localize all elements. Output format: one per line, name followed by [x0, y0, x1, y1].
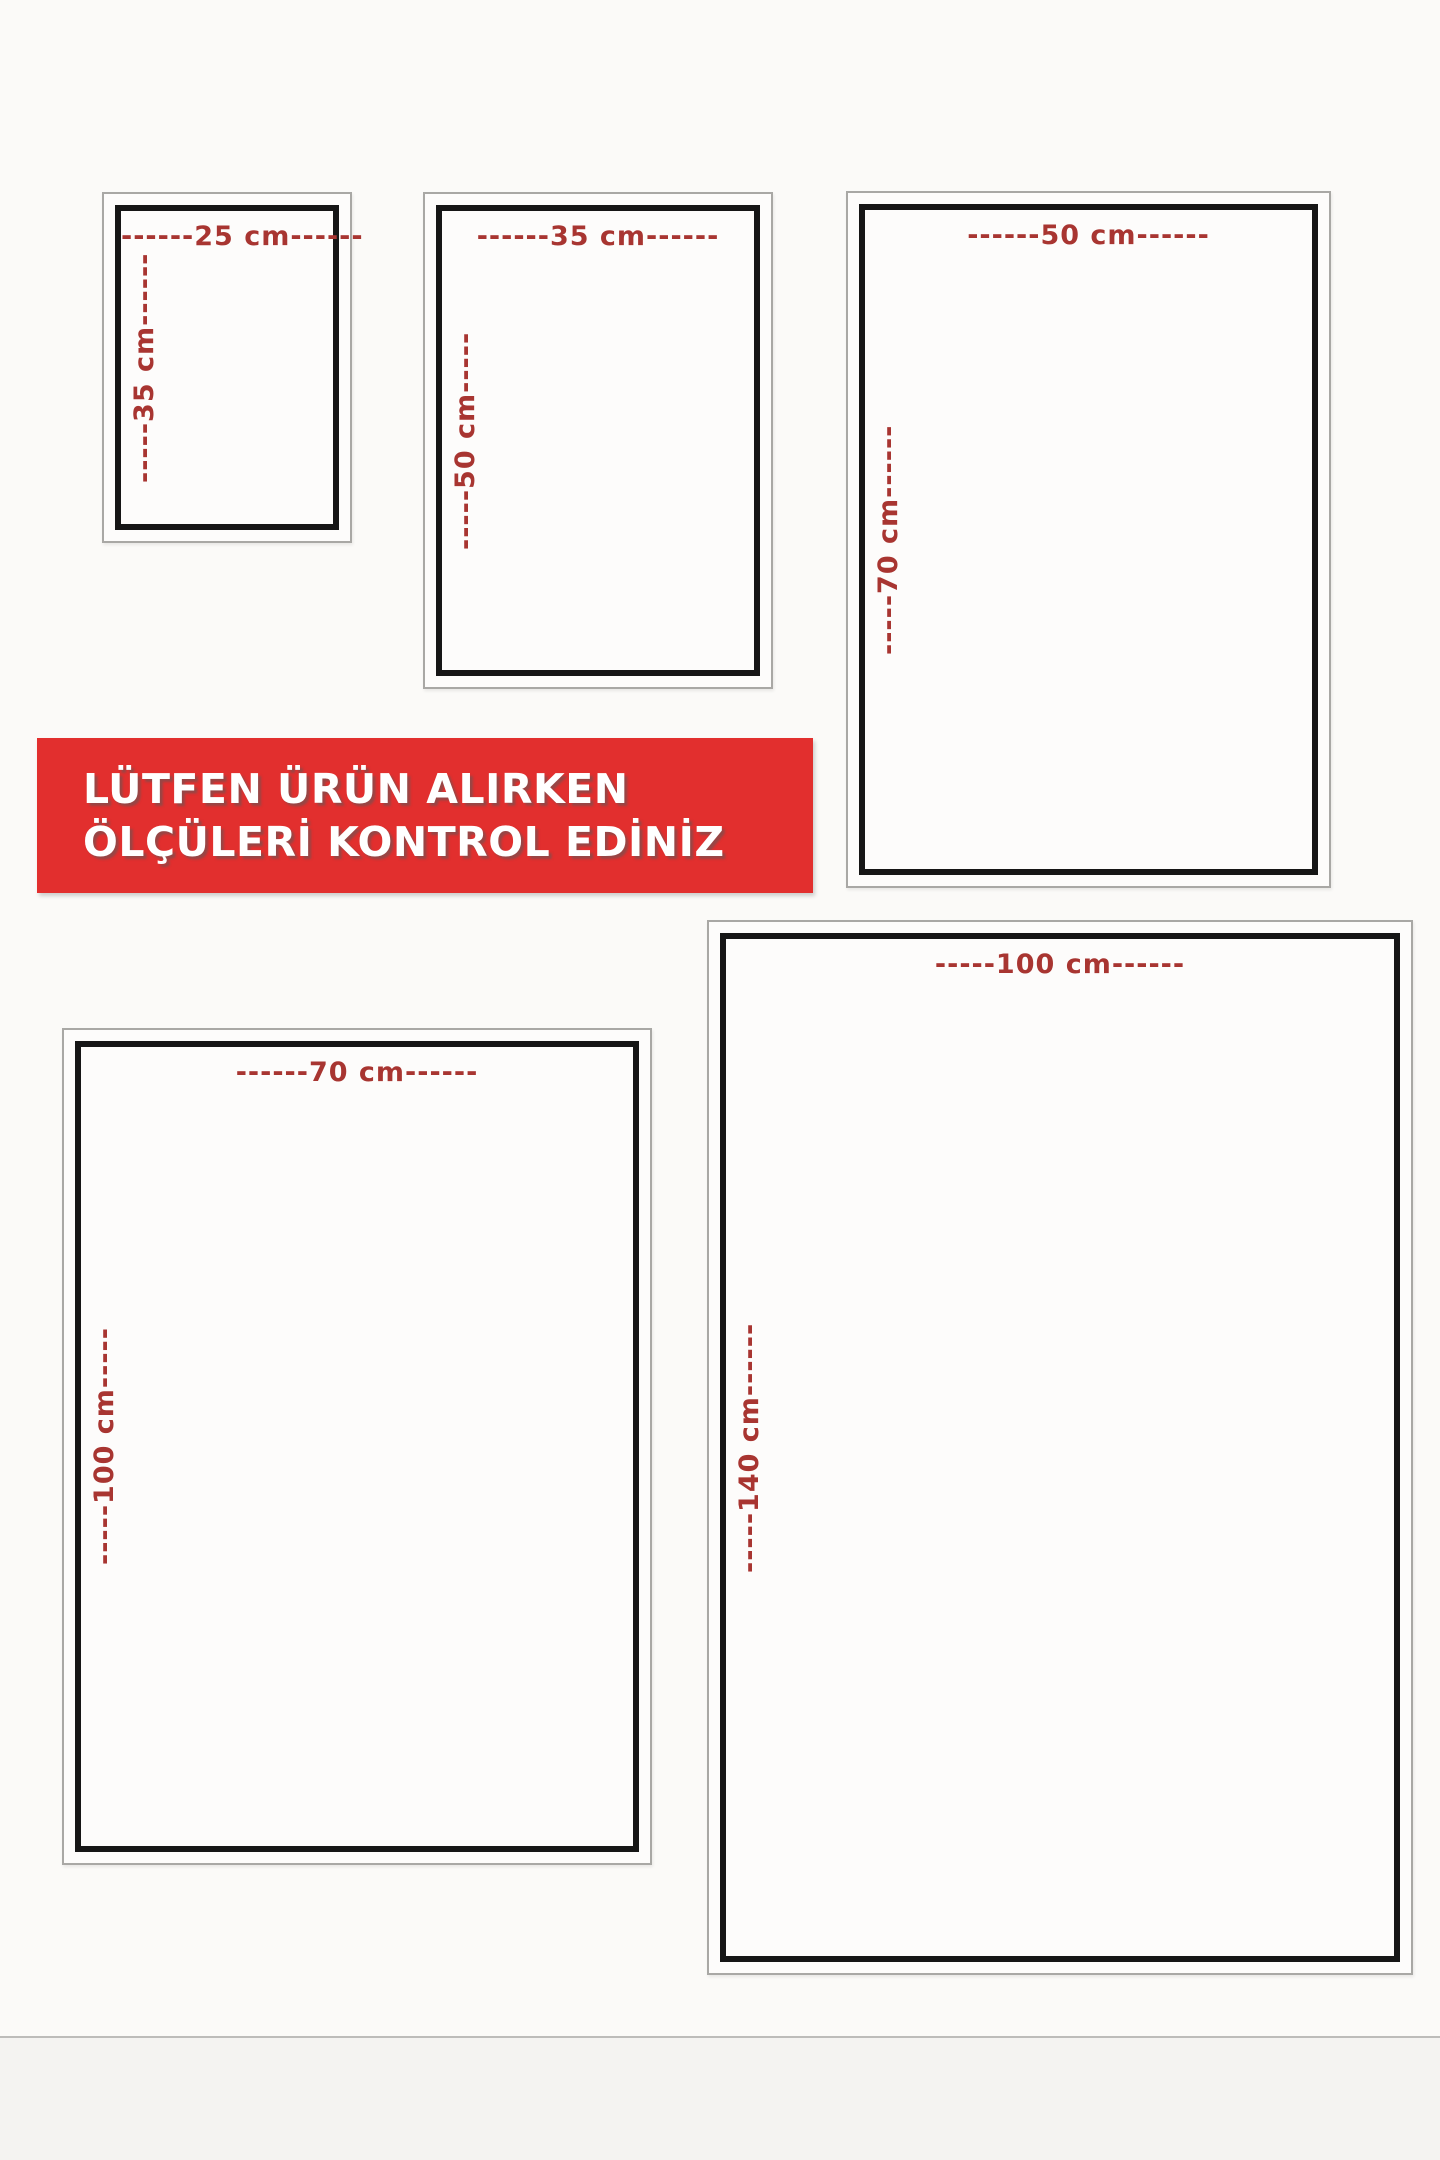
size-box-50x70-frame	[859, 204, 1318, 875]
height-dimension-label: -----140 cm------	[734, 1322, 765, 1573]
height-dimension-label: -----50 cm-----	[450, 331, 481, 550]
width-dimension-label: ------25 cm------	[121, 221, 364, 252]
size-box-35x50-frame	[436, 205, 760, 676]
size-box-25x35-frame	[115, 205, 364, 530]
height-dimension-label: -----35 cm------	[129, 252, 160, 483]
size-box-70x100	[62, 1028, 652, 1865]
size-box-35x50	[423, 192, 773, 689]
notice-banner-line1: LÜTFEN ÜRÜN ALIRKEN	[83, 764, 629, 813]
width-dimension-label: ------50 cm------	[967, 220, 1210, 251]
size-box-100x140	[707, 920, 1413, 1975]
size-box-70x100-frame	[75, 1041, 639, 1852]
width-dimension-label: ------35 cm------	[476, 221, 720, 252]
photo-bottom-edge	[0, 2036, 1440, 2160]
height-dimension-label: -----70 cm------	[873, 424, 904, 655]
width-dimension-label: ------70 cm------	[235, 1057, 479, 1088]
size-box-50x70	[846, 191, 1331, 888]
notice-banner-line2: ÖLÇÜLERİ KONTROL EDİNİZ	[83, 817, 725, 866]
height-dimension-label: -----100 cm-----	[89, 1327, 120, 1566]
size-box-25x35	[102, 192, 364, 543]
notice-banner	[37, 738, 813, 893]
width-dimension-label: -----100 cm------	[934, 949, 1186, 980]
size-box-100x140-frame	[720, 933, 1400, 1962]
